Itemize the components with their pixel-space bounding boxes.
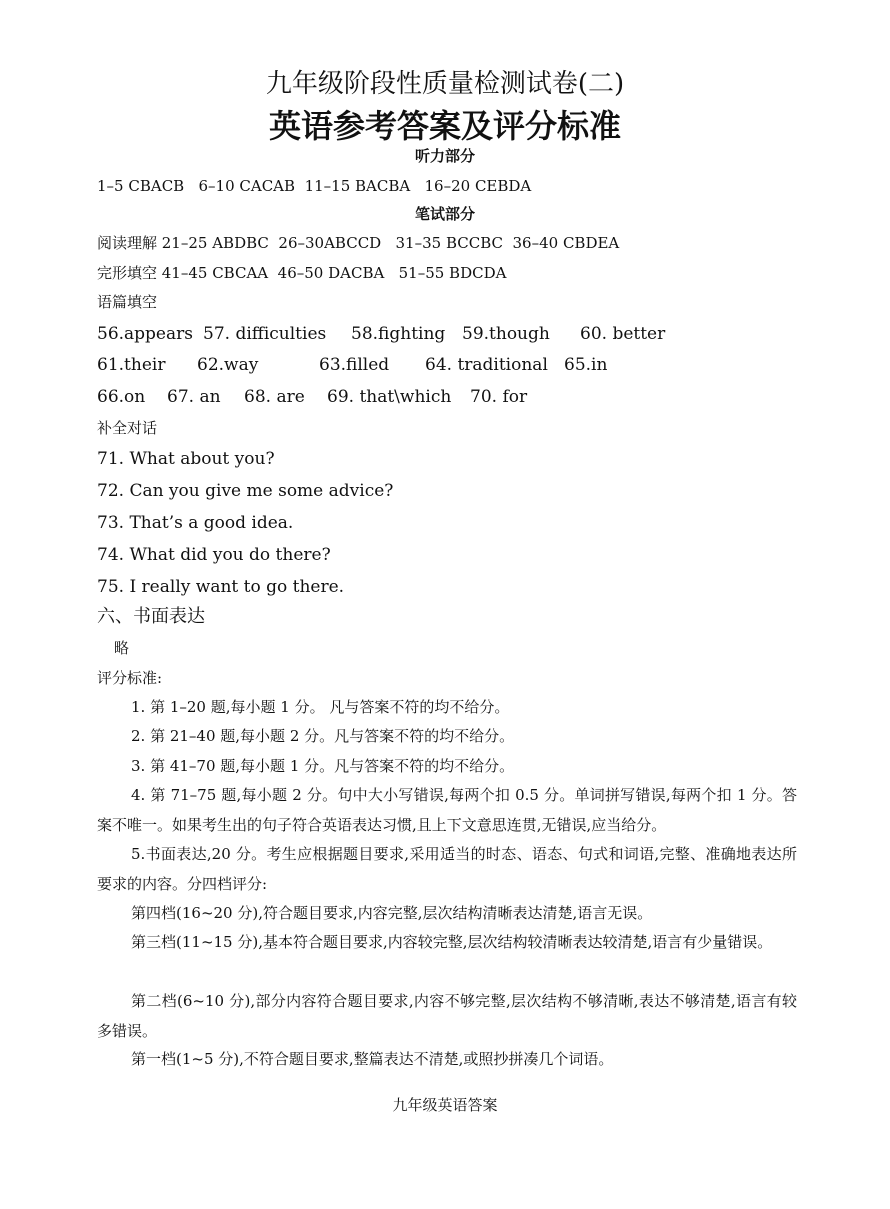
document-subtitle: 英语参考答案及评分标准 xyxy=(268,107,621,145)
passage-fill-heading: 语篇填空 xyxy=(97,293,158,311)
document-title: 九年级阶段性质量检测试卷(二) xyxy=(265,69,625,99)
passage-fill-row xyxy=(97,385,797,409)
scoring-item: 1. 第 1–20 题,每小题 1 分。 凡与答案不符的均不给分。 xyxy=(131,698,510,716)
passage-fill-answer: 70. for xyxy=(470,387,528,407)
writing-answer: 略 xyxy=(114,639,130,657)
cloze-answers: 完形填空 41–45 CBCAA 46–50 DACBA 51–55 BDCDA xyxy=(97,264,507,282)
passage-fill-answer: 61.their xyxy=(97,355,166,375)
written-heading: 笔试部分 xyxy=(414,205,475,223)
scoring-item: 4. 第 71–75 题,每小题 2 分。句中大小写错误,每两个扣 0.5 分。单词拼写错误,每两个扣 1 分。答案不唯一。如果考生出的句子符合英语表达习惯,且上下文意思连贯,无错误,应当给分。 xyxy=(97,786,797,834)
scoring-heading: 评分标准: xyxy=(97,669,163,687)
dialogue-answer: 75. I really want to go there. xyxy=(97,577,345,597)
scoring-level: 第三档(11~15 分),基本符合题目要求,内容较完整,层次结构较清晰表达较清楚,语言有少量错误。 xyxy=(131,933,773,951)
scoring-item: 2. 第 21–40 题,每小题 2 分。凡与答案不符的均不给分。 xyxy=(131,727,515,745)
dialogue-answer: 73. That’s a good idea. xyxy=(97,513,294,533)
passage-fill-answer: 68. are xyxy=(244,387,305,407)
passage-fill-answer: 67. an xyxy=(167,387,221,407)
writing-heading: 六、书面表达 xyxy=(97,606,205,627)
dialogue-heading: 补全对话 xyxy=(97,419,158,437)
page-footer: 九年级英语答案 xyxy=(392,1096,498,1114)
passage-fill-answer: 56.appears xyxy=(97,324,193,344)
scoring-item: 5.书面表达,20 分。考生应根据题目要求,采用适当的时态、语态、句式和词语,完整、准确地表达所要求的内容。分四档评分: xyxy=(97,845,797,893)
listening-answers: 1–5 CBACB 6–10 CACAB 11–15 BACBA 16–20 CEBDA xyxy=(97,177,532,195)
passage-fill-answer: 66.on xyxy=(97,387,146,407)
passage-fill-row xyxy=(97,322,797,346)
passage-fill-answer: 57. difficulties xyxy=(203,324,327,344)
dialogue-answer: 72. Can you give me some advice? xyxy=(97,481,394,501)
passage-fill-answer: 58.fighting xyxy=(351,324,446,344)
passage-fill-answer: 64. traditional xyxy=(425,355,548,375)
passage-fill-answer: 65.in xyxy=(564,355,608,375)
passage-fill-row xyxy=(97,353,797,377)
scoring-level: 第二档(6~10 分),部分内容符合题目要求,内容不够完整,层次结构不够清晰,表达不够清楚,语言有较多错误。 xyxy=(97,992,797,1040)
dialogue-answer: 71. What about you? xyxy=(97,449,275,469)
dialogue-answer: 74. What did you do there? xyxy=(97,545,331,565)
scoring-item: 3. 第 41–70 题,每小题 1 分。凡与答案不符的均不给分。 xyxy=(131,757,515,775)
reading-answers: 阅读理解 21–25 ABDBC 26–30ABCCD 31–35 BCCBC 36–40 CBDEA xyxy=(97,234,620,252)
passage-fill-answer: 59.though xyxy=(462,324,550,344)
scoring-level: 第四档(16~20 分),符合题目要求,内容完整,层次结构清晰表达清楚,语言无误。 xyxy=(131,904,653,922)
listening-heading: 听力部分 xyxy=(414,147,475,165)
passage-fill-answer: 60. better xyxy=(580,324,666,344)
passage-fill-answer: 63.filled xyxy=(319,355,390,375)
passage-fill-answer: 69. that\which xyxy=(327,387,452,407)
passage-fill-answer: 62.way xyxy=(197,355,259,375)
scoring-level: 第一档(1~5 分),不符合题目要求,整篇表达不清楚,或照抄拼凑几个词语。 xyxy=(131,1050,614,1068)
